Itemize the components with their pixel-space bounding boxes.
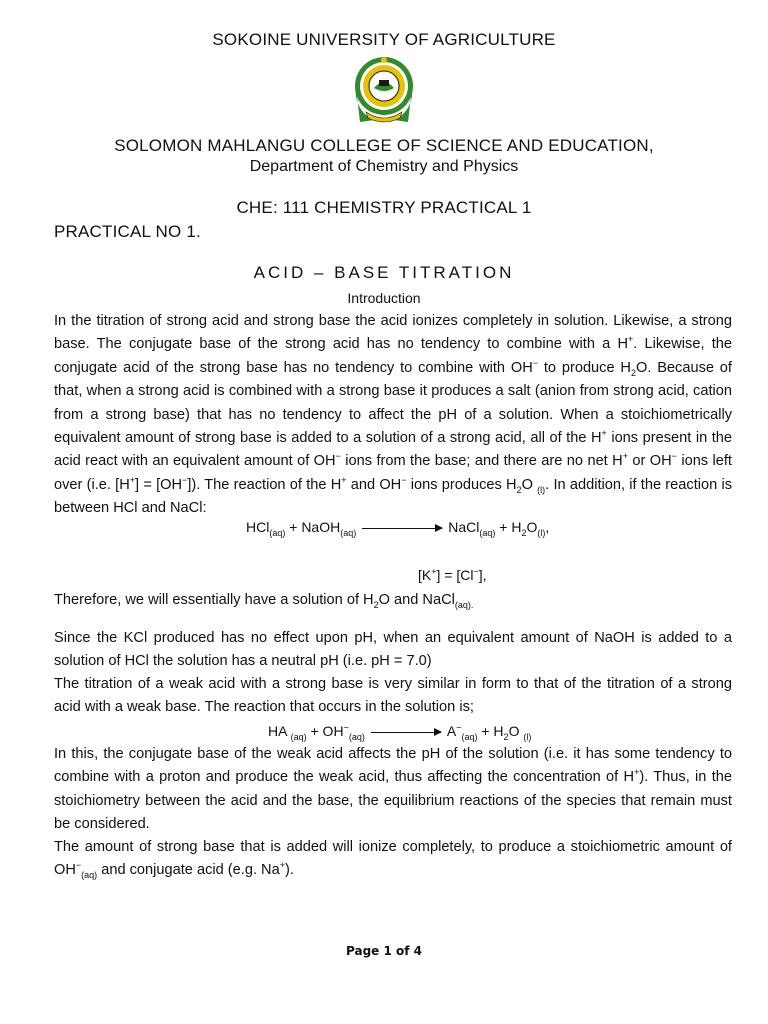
paragraph-conjugate-base: In this, the conjugate base of the weak acid affects the pH of the solution (i.e. it has some tendency to combine with a proton and produce the weak acid, thus affecting the concentration of H+). Thus, in the stoichiometry between the acid and the base, the equilibrium reactions of the species that remain must be considered. bbox=[54, 746, 732, 833]
department-name: Department of Chemistry and Physics bbox=[249, 158, 519, 175]
page-number: Page 1 of 4 bbox=[346, 944, 422, 958]
section-subtitle: Introduction bbox=[347, 290, 421, 306]
practical-number: PRACTICAL NO 1. bbox=[54, 222, 201, 241]
body-text bbox=[54, 310, 732, 521]
paragraph-strong-base: The amount of strong base that is added will ionize completely, to produce a stoichiometric amount of $OH^-_{(aq)}$ and conjugate acid (e.g. Na+). bbox=[54, 839, 732, 881]
course-title: CHE: 111 CHEMISTRY PRACTICAL 1 bbox=[236, 198, 532, 217]
reaction-arrow-icon bbox=[371, 732, 441, 733]
equation-weak-acid: HA $_{(aq)} + OH^-_{(aq)}$ $A^-_{(aq)} + H_2O$ $_{(l)}$ bbox=[268, 722, 532, 742]
paragraph-weak-acid: The titration of a weak acid with a strong base is very similar in form to that of the titration of a strong acid with a weak base. The reaction that occurs in the solution is; bbox=[54, 676, 732, 716]
paragraph-kcl: Since the KCl produced has no effect upon pH, when an equivalent amount of NaOH is added to a solution of HCl the solution has a neutral pH (i.e. pH = 7.0) bbox=[54, 630, 732, 670]
paragraph-therefore: Therefore, we will essentially have a solution of $H_2O$ and NaCl$_{(aq).}$ bbox=[54, 592, 474, 610]
university-name: SOKOINE UNIVERSITY OF AGRICULTURE bbox=[212, 30, 556, 49]
equation-ion-balance: [K+] = [Cl−], bbox=[418, 566, 487, 583]
college-name: SOLOMON MAHLANGU COLLEGE OF SCIENCE AND EDUCATION, bbox=[114, 136, 654, 155]
paragraph: In the titration of strong acid and strong base the acid ionizes completely in solution. Likewise, a strong base. The conjugate base of the strong acid has no tendency to combine with a H+. Likewise, the conjugate acid of the strong base has no tendency to combine with OH− to produce $H_2O$. Because of that, when a strong acid is combined with a strong base it produces a salt (anion from strong acid, cation from a strong base) that has no tendency to affect the pH of a solution. When a stoichiometrically equivalent amount of strong base is added to a solution of a strong acid, all of the H+ ions present in the acid react with an equivalent amount of OH− ions from the base; and there are no net H+ or OH− ions left over (i.e. [H+] = [OH−]). The reaction of the H+ and OH− ions produces $H_2O$ $_{(l)}$. In addition, if the reaction is between HCl and NaCl: bbox=[54, 313, 732, 517]
section-title: ACID – BASE TITRATION bbox=[253, 263, 515, 282]
equation-hcl-naoh: HCl$_{(aq)}$ + NaOH$_{(aq)}$ NaCl$_{(aq)}$ + $H_2O_{(l)}$, bbox=[246, 519, 550, 538]
reaction-arrow-icon bbox=[362, 528, 442, 529]
university-seal-icon bbox=[352, 54, 416, 124]
